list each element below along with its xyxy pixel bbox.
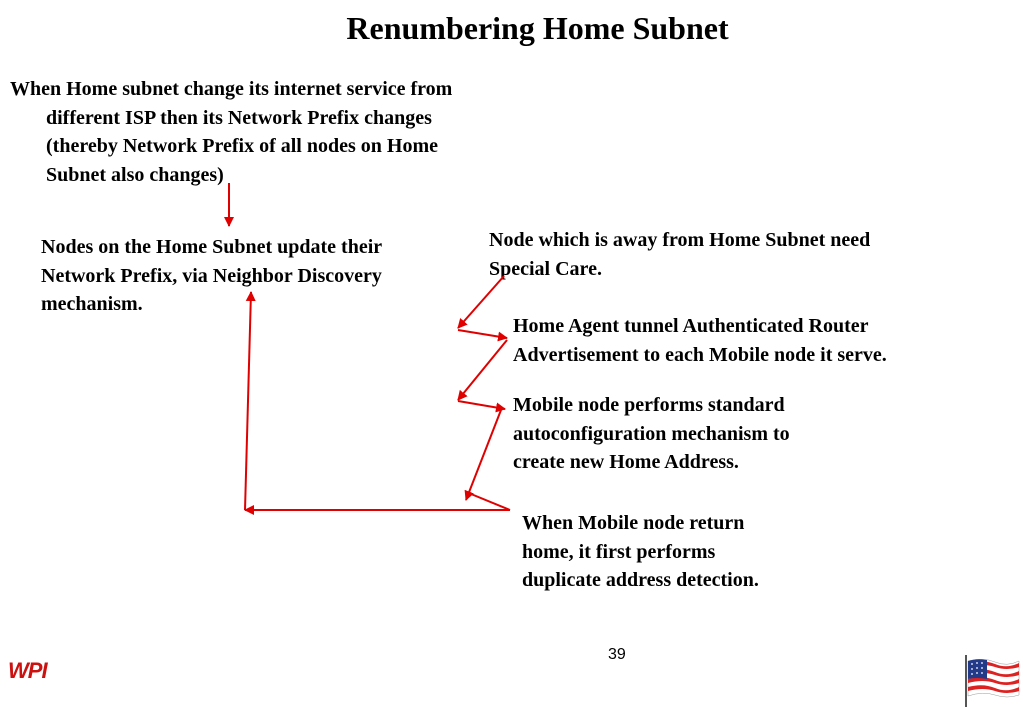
- page-number: 39: [608, 646, 626, 663]
- text-line: Network Prefix, via Neighbor Discovery: [41, 264, 382, 287]
- text-line: mechanism.: [41, 293, 143, 315]
- text-line: Node which is away from Home Subnet need: [489, 229, 871, 251]
- arrow-node-away: [458, 276, 504, 328]
- arrow-to-return-home: [471, 494, 510, 510]
- arrow-home-agent: [458, 340, 507, 400]
- text-line: home, it first performs: [522, 540, 716, 563]
- arrow-up: [245, 292, 251, 510]
- wpi-logo: WPI: [8, 658, 47, 683]
- text-line: duplicate address detection.: [522, 569, 759, 591]
- text-line: Mobile node performs standard: [513, 394, 785, 416]
- text-line: When Mobile node return: [522, 512, 745, 534]
- arrow-mobile-node: [466, 410, 501, 500]
- text-line: Nodes on the Home Subnet update their: [41, 236, 383, 258]
- text-line: Advertisement to each Mobile node it serve.: [513, 343, 887, 366]
- text-line: (thereby Network Prefix of all nodes on Home: [46, 135, 438, 157]
- arrow-to-mobile-node: [458, 401, 505, 409]
- text-line: create new Home Address.: [513, 451, 739, 473]
- text-line: Home Agent tunnel Authenticated Router: [513, 315, 869, 337]
- text-line: Subnet also changes): [46, 163, 224, 186]
- slide-title: Renumbering Home Subnet: [346, 10, 729, 46]
- arrow-to-home-agent: [458, 330, 507, 338]
- text-line: Special Care.: [489, 257, 602, 280]
- us-flag-icon: [963, 655, 1021, 707]
- text-line: autoconfiguration mechanism to: [513, 422, 790, 445]
- text-line: When Home subnet change its internet service from: [10, 78, 453, 100]
- text-line: different ISP then its Network Prefix changes: [46, 106, 432, 129]
